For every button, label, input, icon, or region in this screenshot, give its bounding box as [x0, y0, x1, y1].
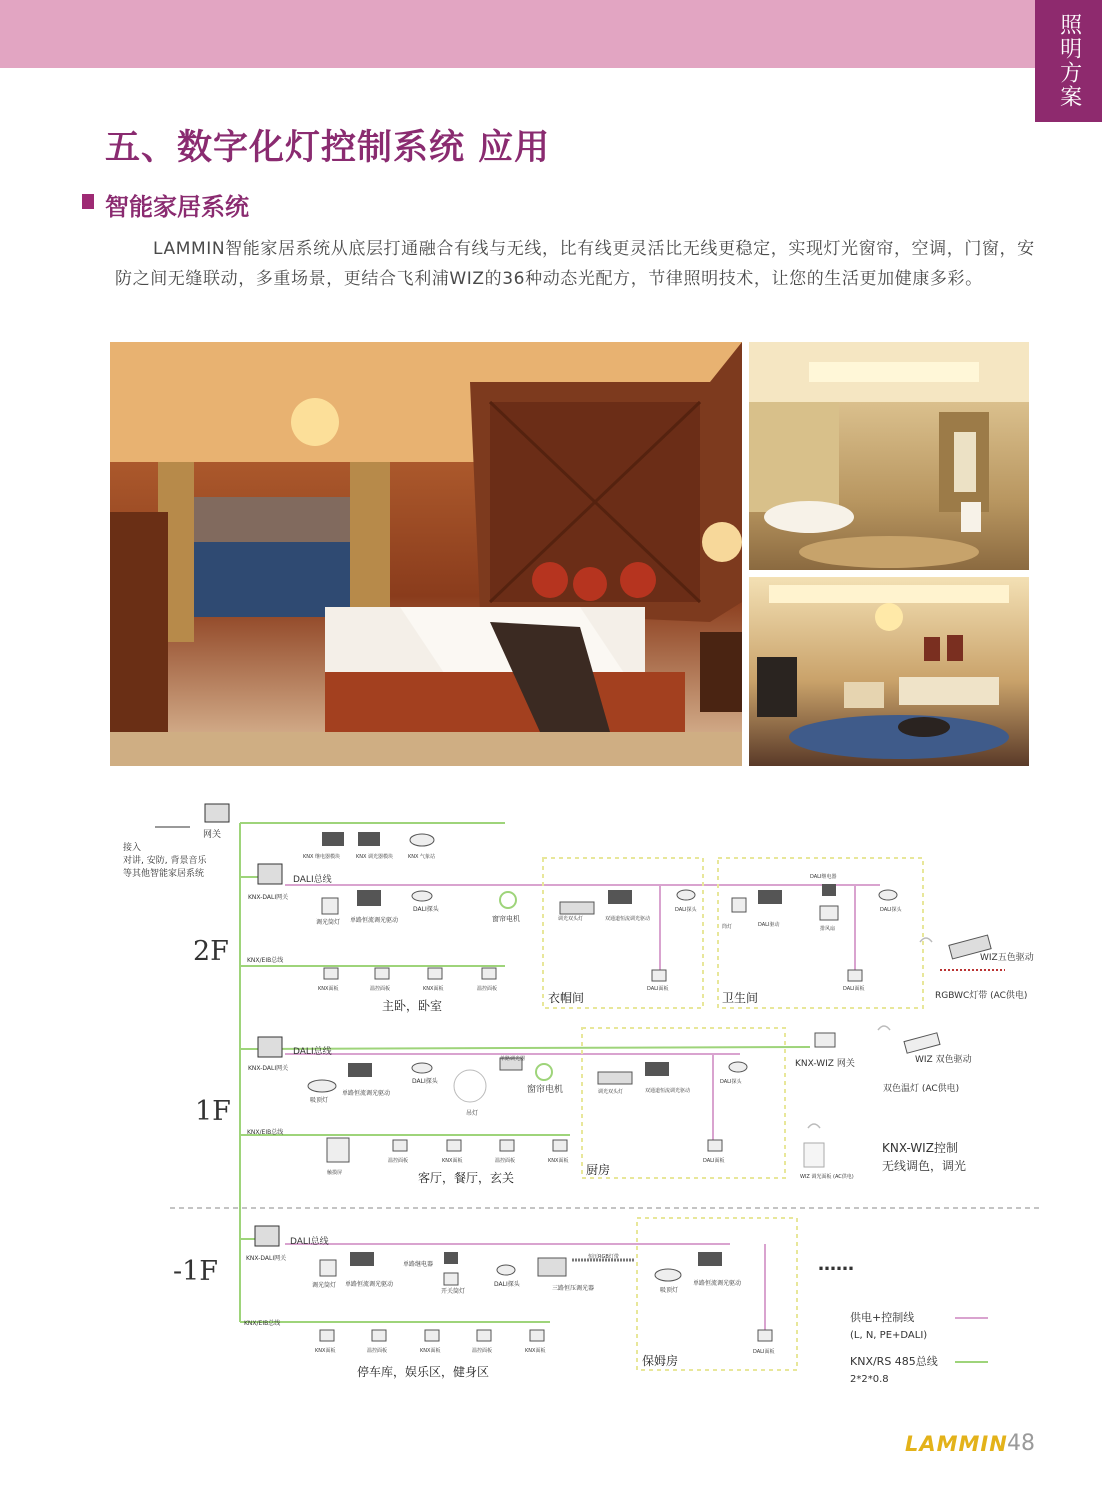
wiz-panel-label: WIZ 调光面板 (AC供电) — [800, 1174, 854, 1180]
bathroom-sensor-icon — [879, 890, 897, 900]
kitchen-item-1: 调光双头灯 — [598, 1089, 624, 1095]
f2-panel-label-3: KNX面板 — [423, 986, 444, 992]
knx-dimmer-module-icon — [358, 832, 380, 846]
wiz2-driver-label: WIZ 双色驱动 — [915, 1055, 972, 1065]
kitchen-item-3: DALI探头 — [720, 1079, 742, 1085]
wireless-icon-3 — [808, 1124, 820, 1128]
bathroom-photo — [749, 342, 1029, 570]
page-number: 48 — [1007, 1431, 1035, 1456]
top-device-label-3: KNX 气象站 — [408, 854, 436, 860]
b1-sensor-icon — [497, 1265, 515, 1275]
floor-1f-label: 1F — [195, 1096, 231, 1127]
f2-panel-icon-1 — [324, 968, 338, 979]
f1-curtain-motor-icon — [536, 1064, 552, 1080]
f1-dali-gateway-label: KNX-DALI网关 — [248, 1065, 289, 1072]
f2-dali-gateway-icon — [258, 864, 282, 884]
bathroom-item-5: DALI探头 — [880, 907, 902, 913]
legend-power-label: 供电+控制线 — [850, 1311, 915, 1324]
top-device-label-2: KNX 调光器模块 — [356, 854, 394, 860]
b1-knx-bus-label: KNX/EIB总线 — [244, 1320, 281, 1327]
f1-device-label-4: 吊灯 — [466, 1110, 479, 1117]
more-ellipsis: …… — [818, 1254, 854, 1275]
f1-driver-icon — [348, 1063, 372, 1077]
f1-panel-icon-4 — [500, 1140, 514, 1151]
bathroom-panel-icon — [848, 970, 862, 981]
rgbwc-strip-label: RGBWC灯带 (AC供电) — [935, 991, 1028, 1001]
kitchen-item-4: DALI面板 — [703, 1158, 725, 1164]
b1-panel-label-1: KNX面板 — [315, 1348, 336, 1354]
bathroom-downlight-icon — [732, 898, 746, 912]
f1-panel-icon-3 — [447, 1140, 461, 1151]
f1-panel-icon-5 — [553, 1140, 567, 1151]
kitchen-name: 厨房 — [586, 1163, 611, 1177]
b1-device-label-2: 单路恒流调光驱动 — [345, 1281, 394, 1288]
f1-panel-label-3: KNX面板 — [442, 1158, 463, 1164]
wireless-icon-1 — [920, 938, 932, 942]
bathroom-item-3: DALI驱动 — [758, 922, 780, 928]
wiz-panel-icon — [804, 1143, 824, 1167]
gateway-label: 网关 — [203, 830, 222, 840]
b1-downlight-icon — [320, 1260, 336, 1276]
f1-device-label-3: DALI探头 — [412, 1078, 438, 1085]
f2-downlight-icon — [322, 898, 338, 914]
b1-panel-icon-1 — [320, 1330, 334, 1341]
f1-panel-label-2: 温控面板 — [388, 1158, 409, 1164]
bathroom-item-2: 筒灯 — [722, 924, 733, 930]
section-title: 智能家居系统 — [105, 193, 249, 221]
f1-zone-label: 客厅，餐厅，玄关 — [418, 1171, 515, 1185]
f2-device-label-2: 单路恒流调光驱动 — [350, 917, 399, 924]
b1-panel-label-5: KNX面板 — [525, 1348, 546, 1354]
nanny-driver-icon — [698, 1252, 722, 1266]
kitchen-driver-icon — [645, 1062, 669, 1076]
f2-zone-label: 主卧，卧室 — [382, 999, 443, 1013]
f1-device-label-2: 单路恒流调光驱动 — [342, 1090, 391, 1097]
wardrobe-item-2: 双通道恒流调光驱动 — [605, 916, 651, 922]
kitchen-panel-icon — [708, 1140, 722, 1151]
header-band — [0, 0, 1102, 68]
floor-b1-label: -1F — [173, 1256, 219, 1287]
f2-panel-label-4: 温控面板 — [477, 986, 498, 992]
f1-sensor-icon — [412, 1063, 432, 1073]
legend-bus-sub: 2*2*0.8 — [850, 1374, 889, 1385]
wardrobe-panel-icon — [652, 970, 666, 981]
wardrobe-item-4: DALI面板 — [647, 986, 669, 992]
legend-power-sub: (L, N, PE+DALI) — [850, 1330, 928, 1341]
bathroom-item-6: DALI面板 — [843, 986, 865, 992]
bathroom-item-1: DALI继电器 — [810, 874, 837, 880]
wardrobe-driver-icon — [608, 890, 632, 904]
nanny-item-2: 单路恒流调光驱动 — [693, 1280, 742, 1287]
f2-dali-bus-label: DALI总线 — [293, 875, 332, 885]
hotel-bedroom-photo — [110, 342, 742, 766]
intro-paragraph: LAMMIN智能家居系统从底层打通融合有线与无线，比有线更灵活比无线更稳定，实现灯光窗帘，空调，门窗，安防之间无缝联动，多重场景，更结合飞利浦WIZ的36种动态光配方，节律照明技术，让您的生活更加健康多彩。 — [115, 239, 1035, 289]
f2-panel-icon-4 — [482, 968, 496, 979]
legend-bus-label: KNX/RS 485总线 — [850, 1355, 938, 1368]
f1-panel-label-5: KNX面板 — [548, 1158, 569, 1164]
wireless-icon-2 — [878, 1026, 890, 1030]
f1-device-label-5: 单路调光器 — [500, 1056, 526, 1062]
b1-dali-bus-label: DALI总线 — [290, 1237, 329, 1247]
wiz-control-subtitle: 无线调色，调光 — [882, 1159, 967, 1173]
wiz2-driver-icon — [904, 1033, 940, 1053]
system-diagram — [0, 790, 1102, 1400]
f2-panel-icon-2 — [375, 968, 389, 979]
top-device-label-1: KNX 继电器模块 — [303, 854, 341, 860]
wardrobe-item-1: 调光双头灯 — [558, 916, 584, 922]
f2-driver-icon — [357, 890, 381, 906]
zone-kitchen — [582, 1028, 785, 1178]
b1-device-label-1: 调光筒灯 — [312, 1282, 337, 1289]
bathroom-name: 卫生间 — [722, 991, 759, 1005]
b1-panel-icon-2 — [372, 1330, 386, 1341]
f2-knx-bus-label: KNX/EIB总线 — [247, 957, 284, 964]
b1-device-label-4: 开关筒灯 — [441, 1288, 466, 1295]
f2-device-label-1: 调光筒灯 — [316, 919, 341, 926]
zone-bathroom — [718, 858, 923, 1008]
b1-relay-icon — [444, 1252, 458, 1264]
f1-device-label-6: 窗帘电机 — [527, 1085, 564, 1095]
b1-3ch-dimmer-icon — [538, 1258, 566, 1276]
section-bullet — [82, 194, 94, 209]
b1-panel-icon-3 — [425, 1330, 439, 1341]
wardrobe-sensor-icon — [677, 890, 695, 900]
b1-panel-icon-4 — [477, 1330, 491, 1341]
b1-device-label-6: 三路恒压调光器 — [552, 1285, 595, 1292]
access-label-2: 对讲, 安防, 背景音乐 — [123, 856, 207, 866]
b1-dali-gateway-icon — [255, 1226, 279, 1246]
wiz5-driver-label: WIZ五色驱动 — [980, 953, 1034, 963]
zone-nanny — [637, 1218, 797, 1370]
f1-panel-label-1: 触摸屏 — [327, 1170, 343, 1176]
f2-sensor-icon — [412, 891, 432, 901]
f2-dali-gateway-label: KNX-DALI网关 — [248, 894, 289, 901]
floor-2f-label: 2F — [193, 936, 229, 967]
kitchen-spotlight-icon — [598, 1072, 632, 1084]
b1-zone-label: 停车库，娱乐区，健身区 — [357, 1365, 490, 1379]
zone-wardrobe — [543, 858, 703, 1008]
section-tab — [1035, 0, 1102, 122]
section-tab-label: 照明方案 — [1056, 13, 1082, 109]
f2-panel-label-2: 温控面板 — [370, 986, 391, 992]
wardrobe-name: 衣帽间 — [548, 991, 585, 1005]
wardrobe-spotlight-icon — [560, 902, 594, 914]
nanny-item-3: DALI面板 — [753, 1349, 775, 1355]
f2-panel-label-1: KNX面板 — [318, 986, 339, 992]
b1-switch-downlight-icon — [444, 1273, 458, 1285]
exhaust-fan-icon — [820, 906, 838, 920]
access-label-1: 接入 — [123, 843, 142, 853]
f2-device-label-4: 窗帘电机 — [492, 915, 520, 923]
brand-logo: LAMMIN — [905, 1432, 1008, 1456]
nanny-panel-icon — [758, 1330, 772, 1341]
wiz-gateway-label: KNX-WIZ 网关 — [795, 1059, 855, 1069]
bathroom-relay-icon — [822, 884, 836, 896]
f1-touchscreen-icon — [327, 1138, 349, 1162]
wardrobe-item-3: DALI探头 — [675, 907, 697, 913]
wiz2-lamp-label: 双色温灯 (AC供电) — [883, 1084, 960, 1094]
b1-driver-icon — [350, 1252, 374, 1266]
page-title: 五、数字化灯控制系统 应用 — [105, 128, 551, 168]
b1-panel-label-3: KNX面板 — [420, 1348, 441, 1354]
nanny-item-1: 吸顶灯 — [660, 1287, 679, 1294]
b1-device-label-3: 单路继电器 — [403, 1261, 434, 1268]
f1-dali-bus-label: DALI总线 — [293, 1047, 332, 1057]
living-room-photo — [749, 577, 1029, 766]
b1-device-label-7: 恒压RGB灯带 — [588, 1254, 619, 1260]
f1-dali-gateway-icon — [258, 1037, 282, 1057]
wiz-gateway-icon — [815, 1033, 835, 1047]
nanny-ceiling-light-icon — [655, 1269, 681, 1281]
bathroom-item-4: 排风扇 — [820, 926, 836, 932]
weather-station-icon — [410, 834, 434, 846]
knx-relay-module-icon — [322, 832, 344, 846]
f1-panel-icon-2 — [393, 1140, 407, 1151]
kitchen-sensor-icon — [729, 1062, 747, 1072]
f1-ceiling-light-icon — [308, 1080, 336, 1092]
b1-device-label-5: DALI探头 — [494, 1281, 520, 1288]
f1-knx-bus-label: KNX/EIB总线 — [247, 1129, 284, 1136]
f1-chandelier-icon — [454, 1070, 486, 1102]
b1-panel-label-4: 温控面板 — [472, 1348, 493, 1354]
b1-dali-gateway-label: KNX-DALI网关 — [246, 1255, 287, 1262]
gateway-icon — [205, 804, 229, 822]
f1-device-label-1: 吸顶灯 — [310, 1097, 329, 1104]
bathroom-driver-icon — [758, 890, 782, 904]
kitchen-item-2: 双通道恒流调光驱动 — [645, 1088, 691, 1094]
f1-panel-label-4: 温控面板 — [495, 1158, 516, 1164]
f2-curtain-motor-icon — [500, 892, 516, 908]
nanny-name: 保姆房 — [642, 1354, 679, 1368]
b1-panel-icon-5 — [530, 1330, 544, 1341]
b1-panel-label-2: 温控面板 — [367, 1348, 388, 1354]
access-label-3: 等其他智能家居系统 — [123, 869, 205, 879]
f2-panel-icon-3 — [428, 968, 442, 979]
f2-device-label-3: DALI探头 — [413, 906, 439, 913]
wiz-control-title: KNX-WIZ控制 — [882, 1141, 958, 1155]
